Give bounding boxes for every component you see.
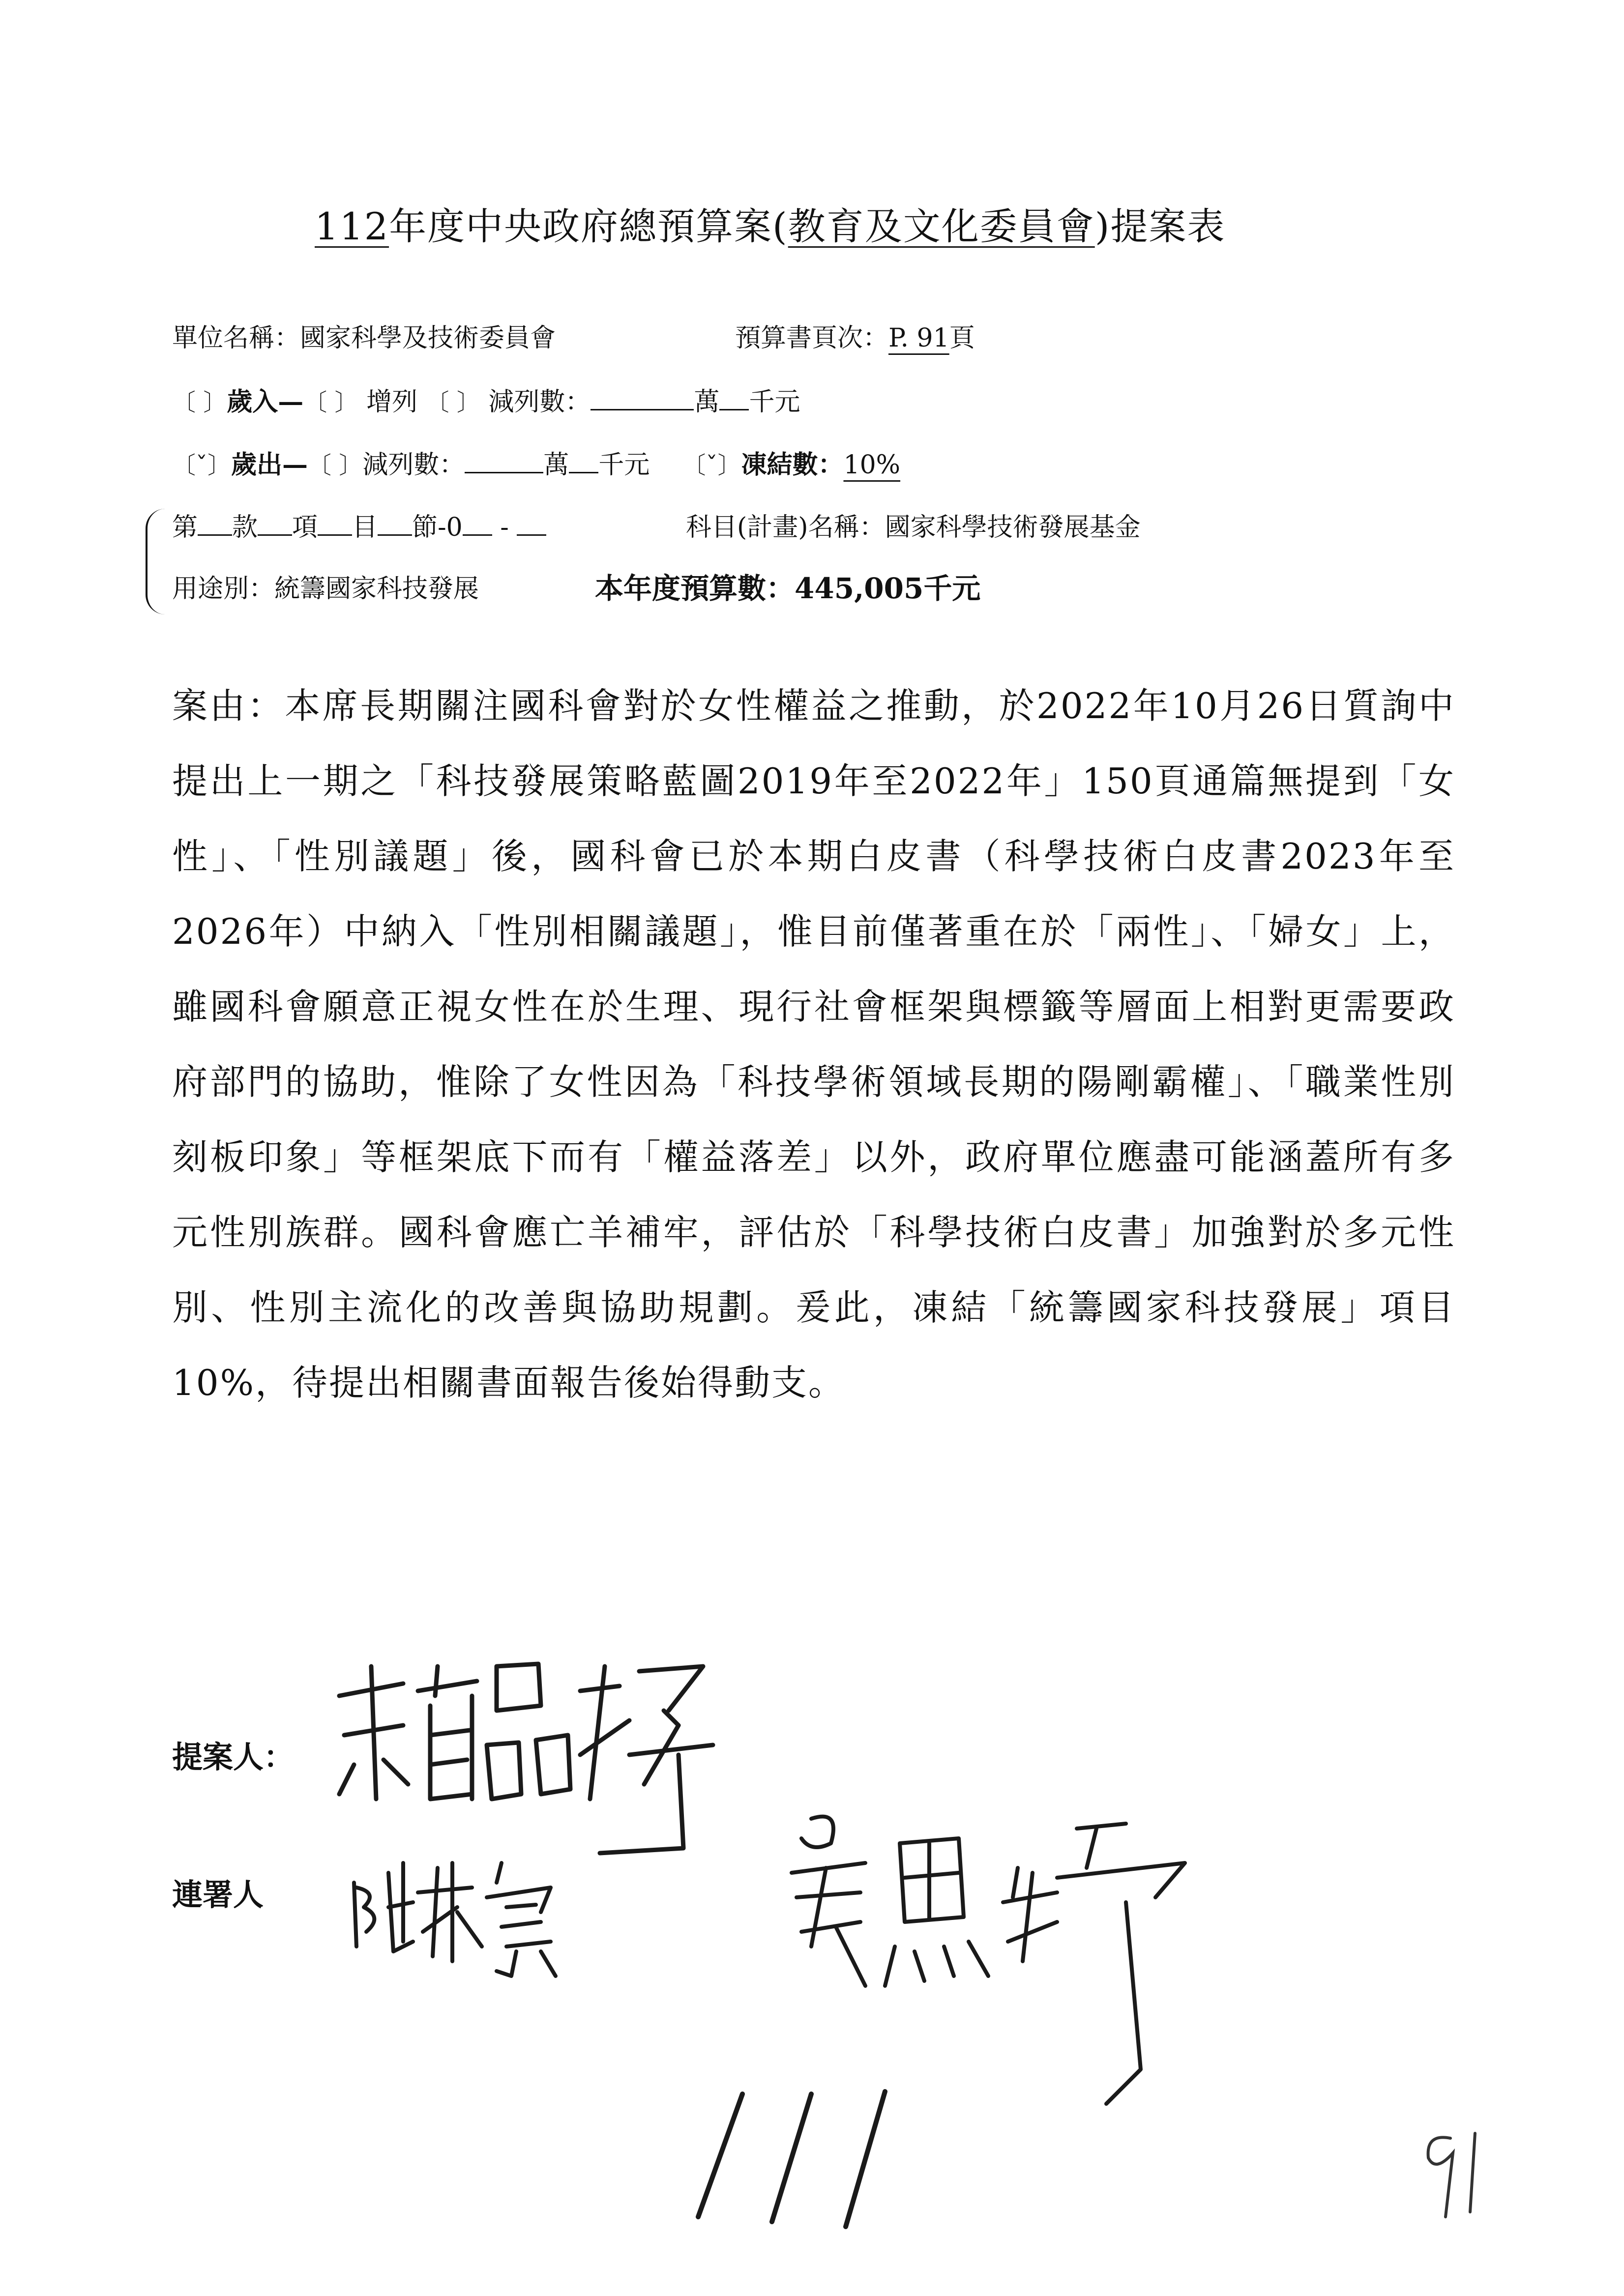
freeze-label: 凍結數： — [741, 450, 844, 480]
jie-label: 節-0 — [412, 513, 463, 542]
budget-label: 本年度預算數： — [595, 572, 795, 605]
kuan-blank[interactable] — [198, 512, 232, 536]
page-value: P. 91 — [888, 323, 949, 353]
revenue-thousand-blank[interactable] — [719, 386, 749, 410]
exp-thousand-unit: 千元 — [598, 450, 650, 480]
subject-name: 國家科學技術發展基金 — [885, 513, 1141, 542]
revenue-increase-checkbox[interactable]: 〔 〕 — [303, 389, 358, 416]
jie-sub-blank[interactable] — [463, 512, 492, 536]
purpose-label: 用途別： — [172, 574, 275, 604]
xiang-label: 項 — [292, 513, 318, 542]
cosigner-label: 連署人 — [172, 1877, 264, 1913]
mu-label: 目 — [352, 513, 378, 542]
page-ref-row — [735, 317, 975, 354]
title-year: 112 — [315, 204, 389, 248]
subject-label: 科目(計畫)名稱： — [686, 513, 885, 542]
revenue-wan-unit: 萬 — [694, 387, 720, 417]
xiang-blank[interactable] — [258, 512, 292, 536]
section-row — [172, 506, 546, 543]
revenue-increase-label: 增列 — [366, 387, 418, 417]
freeze-checkbox[interactable]: 〔ˇ〕 — [682, 452, 741, 479]
proposal-reason-text: 案由：本席長期關注國科會對於女性權益之推動，於2022年10月26日質詢中提出上一期之「科技發展策略藍圖2019年至2022年」150頁通篇無提到「女性」、「性別議題」後，國科會已於本期白皮書（科學技術白皮書2023年至2026年）中納入「性別相關議題」，惟目前僅著重在於「兩性」、「婦女」上，雖國科會願意正視女性在於生理、現行社會框架與標籤等層面上相對更需要政府部門的協助，惟除了女性因為「科技學術領域長期的陽剛霸權」、「職業性別刻板印象」等框架底下而有「權益落差」以外，政府單位應盡可能涵蓋所有多元性別族群。國科會應亡羊補牢，評估於「科學技術白皮書」加強對於多元性別、性別主流化的改善與協助規劃。爰此，凍結「統籌國家科技發展」項目10%，待提出相關書面報告後始得動支。 — [172, 685, 1455, 1403]
revenue-thousand-unit: 千元 — [749, 387, 800, 417]
title-committee: 教育及文化委員會 — [788, 204, 1095, 248]
di-label: 第 — [172, 513, 198, 542]
jie-dash: - — [492, 513, 517, 542]
page-title — [315, 197, 1225, 250]
budget-row — [595, 565, 980, 607]
expenditure-checkbox[interactable]: 〔ˇ〕 — [172, 452, 232, 479]
revenue-checkbox[interactable]: 〔 〕 — [172, 389, 227, 416]
budget-value: 445,005千元 — [795, 572, 981, 605]
title-end: )提案表 — [1094, 204, 1226, 248]
cosigner-signature-1 — [344, 1833, 620, 1981]
subject-row — [686, 506, 1141, 543]
revenue-decrease-checkbox[interactable]: 〔 〕 — [425, 389, 480, 416]
freeze-value: 10% — [843, 450, 901, 480]
page-number-mark — [1416, 2123, 1500, 2222]
purpose-row — [172, 568, 479, 605]
page-label: 預算書頁次： — [735, 323, 889, 353]
revenue-row — [172, 381, 800, 418]
jie-sub2-blank[interactable] — [517, 512, 546, 536]
expenditure-label: 歲出— — [231, 450, 308, 480]
expenditure-row — [172, 444, 900, 481]
revenue-label: 歲入— — [227, 387, 304, 417]
page-suffix: 頁 — [949, 323, 975, 353]
subject-brace — [146, 509, 167, 614]
revenue-decrease-label: 減列數： — [488, 387, 591, 417]
exp-decrease-label: 減列數： — [362, 450, 465, 480]
purpose-value: 統籌國家科技發展 — [274, 574, 479, 604]
kuan-label: 款 — [232, 513, 258, 542]
exp-decrease-checkbox[interactable]: 〔 〕 — [308, 452, 363, 479]
exp-thousand-blank[interactable] — [569, 449, 598, 473]
exp-wan-blank[interactable] — [465, 449, 543, 473]
jie-blank[interactable] — [378, 512, 412, 536]
cosigner-signature-2 — [782, 1799, 1210, 2119]
mu-blank[interactable] — [318, 512, 352, 536]
title-middle: 年度中央政府總預算案( — [389, 204, 788, 248]
tally-mark — [688, 2084, 915, 2232]
unit-row — [172, 317, 556, 354]
unit-label: 單位名稱： — [172, 323, 300, 353]
unit-name: 國家科學及技術委員會 — [300, 323, 556, 353]
proposer-label: 提案人： — [172, 1739, 295, 1775]
exp-wan-unit: 萬 — [543, 450, 569, 480]
revenue-wan-blank[interactable] — [591, 386, 694, 410]
